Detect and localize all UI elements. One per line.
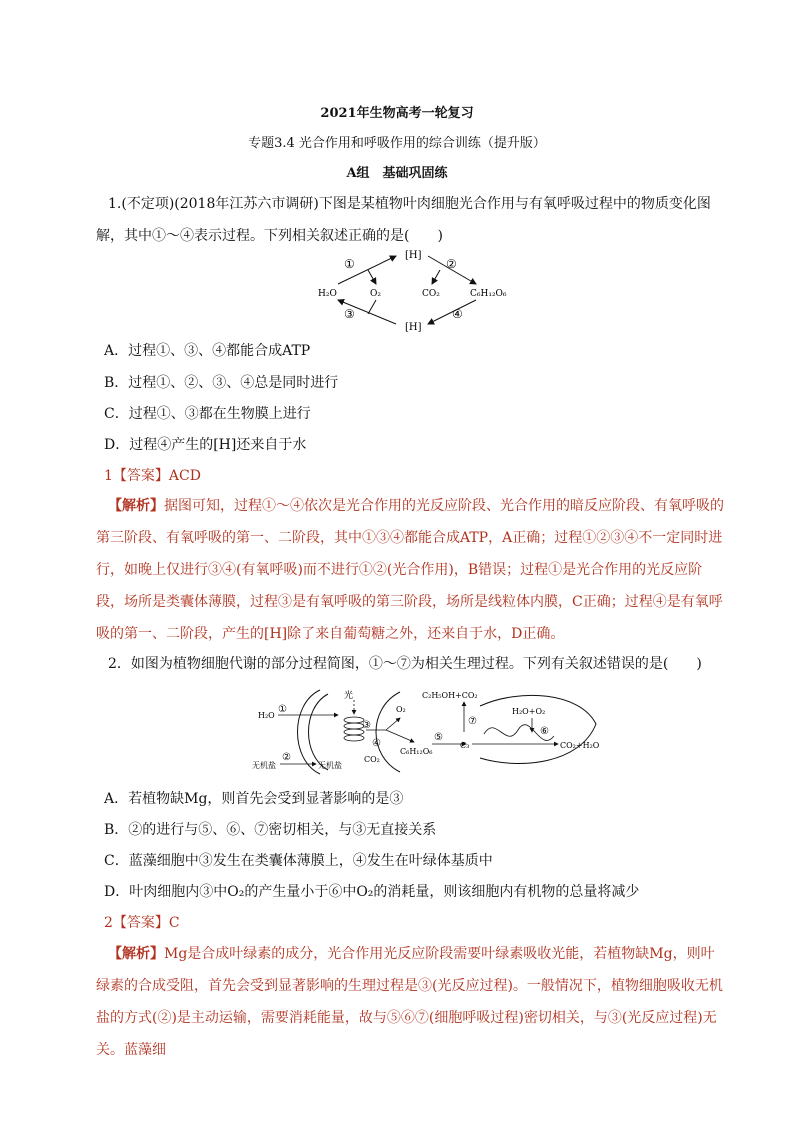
arrow-q2-4: [386, 730, 414, 742]
question-1-stem: 1.(不定项)(2018年江苏六市调研)下图是某植物叶肉细胞光合作用与有氧呼吸过程中的物质变化图解，其中①～④表示过程。下列相关叙述正确的是( ): [96, 196, 711, 244]
q1-n3: ③: [344, 307, 355, 321]
thylakoid-4: [344, 735, 364, 741]
section-heading: A组 基础巩固练: [346, 166, 448, 181]
q2-n7: ⑦: [468, 716, 477, 727]
question-2-diagram: [250, 684, 620, 780]
q2-n4: ④: [372, 738, 381, 749]
q1-option-b: B．过程①、②、③、④总是同时进行: [104, 375, 339, 391]
q1-glucose: C₆H₁₂O₆: [470, 289, 507, 299]
doc-subtitle: 专题3.4 光合作用和呼吸作用的综合训练（提升版）: [248, 136, 546, 151]
q2-answer: [104, 912, 180, 932]
q2-option-a: A．若植物缺Mg，则首先会受到显著影响的是③: [104, 791, 404, 807]
q1-h-bottom: [H]: [405, 322, 422, 333]
q2-option-d: D．叶肉细胞内③中O₂的产生量小于⑥中O₂的消耗量，则该细胞内有机物的总量将减少: [104, 884, 640, 900]
q2-analysis-label: 【解析】: [108, 946, 164, 962]
q2-analysis-text: Mg是合成叶绿素的成分，光合作用光反应阶段需要叶绿素吸收光能，若植物缺Mg，则叶绿素的合成受阻，首先会受到显著影响的生理过程是③(光反应过程)。一般情况下，植物细胞吸收无机盐的方式(②)是主动运输，需要消耗能量，故与⑤⑥⑦(细胞呼吸过程)密切相关，与③(光反应过程)无关。蓝藻细: [96, 946, 723, 1058]
q1-n1: ①: [344, 257, 355, 271]
q2-salt-left: 无机盐: [252, 761, 276, 770]
chloroplast-inner: [309, 694, 329, 770]
q1-answer: [104, 465, 201, 485]
q1-o2: O₂: [370, 289, 381, 299]
arrow-2-co2: [432, 270, 440, 284]
arrow-3-o2: [368, 300, 376, 314]
q1-option-a: A．过程①、③、④都能合成ATP: [104, 343, 311, 359]
q2-salt-right: 无机盐: [318, 761, 342, 770]
question-2-stem: 2．如图为植物细胞代谢的部分过程简图，①～⑦为相关生理过程。下列有关叙述错误的是( ): [108, 656, 702, 672]
q1-co2: CO₂: [422, 289, 440, 299]
q2-co2: CO₂: [364, 755, 380, 764]
arrow-q2-3-o2: [386, 718, 400, 730]
q2-h2o: H₂O: [258, 711, 275, 720]
q2-o2: O₂: [396, 705, 406, 714]
q2-n3: ③: [362, 720, 371, 731]
q2-analysis: [96, 938, 726, 1066]
q2-n2: ②: [282, 752, 291, 763]
thylakoid-3: [344, 729, 364, 735]
q1-h2o: H₂O: [318, 289, 337, 299]
q1-n2: ②: [446, 257, 457, 271]
q2-n6: ⑥: [540, 726, 549, 737]
q1-analysis: [96, 490, 726, 650]
question-1-diagram: [300, 244, 550, 344]
q2-c3: C₃: [460, 741, 470, 750]
q2-ethanol: C₂H₅OH+CO₂: [422, 691, 478, 700]
q1-analysis-label: 【解析】: [108, 498, 164, 514]
q2-n1: ①: [278, 704, 287, 715]
thylakoid-2: [344, 723, 364, 729]
q1-h-top: [H]: [405, 250, 422, 261]
q1-analysis-text: 据图可知，过程①～④依次是光合作用的光反应阶段、光合作用的暗反应阶段、有氧呼吸的第三阶段、有氧呼吸的第一、二阶段，其中①③④都能合成ATP，A正确；过程①②③④不一定同时进行，如晚上仅进行③④(有氧呼吸)而不进行①②(光合作用)，B错误；过程①是光合作用的光反应阶段，场所是类囊体薄膜，过程③是有氧呼吸的第三阶段，场所是线粒体内膜，C正确；过程④是有氧呼吸的第一、二阶段，产生的[H]除了来自葡萄糖之外，还来自于水，D正确。: [96, 498, 724, 642]
q1-n4: ④: [452, 307, 463, 321]
q2-option-b: B．②的进行与⑤、⑥、⑦密切相关，与③无直接关系: [104, 822, 437, 838]
q2-co2-h2o: CO₂+H₂O: [560, 741, 600, 750]
q2-h2o-o2: H₂O+O₂: [512, 707, 546, 716]
q1-answer-value: ACD: [168, 468, 201, 484]
q1-option-d: D．过程④产生的[H]还来自于水: [104, 437, 307, 453]
q2-answer-label: 2【答案】: [104, 915, 169, 931]
q2-light: 光: [344, 691, 354, 701]
doc-title: 2021年生物高考一轮复习: [320, 106, 474, 121]
q2-glucose: C₆H₁₂O₆: [400, 747, 433, 756]
arrow-1-o2: [368, 270, 376, 284]
q1-answer-label: 1【答案】: [104, 468, 169, 484]
q2-answer-value: C: [168, 915, 180, 931]
thylakoid-1: [344, 717, 364, 723]
q2-n5: ⑤: [434, 732, 443, 743]
q1-option-c: C．过程①、③都在生物膜上进行: [104, 406, 311, 422]
q2-option-c: C．蓝藻细胞中③发生在类囊体薄膜上，④发生在叶绿体基质中: [104, 853, 493, 869]
